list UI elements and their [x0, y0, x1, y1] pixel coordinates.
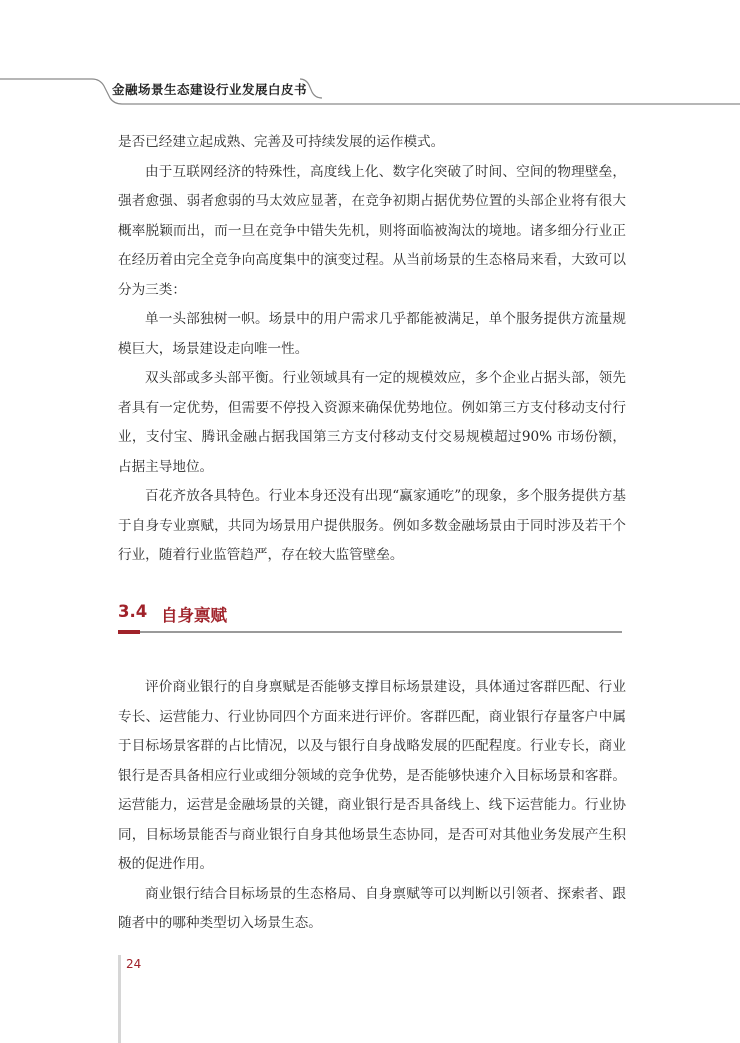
paragraph: 百花齐放各具特色。行业本身还没有出现“赢家通吃”的现象，多个服务提供方基于自身专业禀赋，共同为场景用户提供服务。例如多数金融场景由于同时涉及若干个行业，随着行业监管趋严，存在较大监管壁垒。 [118, 488, 626, 563]
header-band [0, 0, 740, 110]
paragraph: 单一头部独树一帜。场景中的用户需求几乎都能被满足，单个服务提供方流量规模巨大，场景建设走向唯一性。 [118, 311, 626, 357]
paragraph: 双头部或多头部平衡。行业领域具有一定的规模效应，多个企业占据头部，领先者具有一定优势，但需要不停投入资源来确保优势地位。例如第三方支付移动支付行业，支付宝、腾讯金融占据我国第三方支付移动支付交易规模超过90% 市场份额，占据主导地位。 [118, 370, 626, 475]
body-text-bottom [118, 673, 626, 939]
section-number: 3.4 [118, 602, 148, 621]
running-header-title: 金融场景生态建设行业发展白皮书 [112, 82, 308, 97]
paragraph: 由于互联网经济的特殊性，高度线上化、数字化突破了时间、空间的物理壁垒，强者愈强、弱者愈弱的马太效应显著，在竞争初期占据优势位置的头部企业将有很大概率脱颖而出，而一旦在竞争中错失先机，则将面临被淘汰的境地。诸多细分行业正在经历着由完全竞争向高度集中的演变过程。从当前场景的生态格局来看，大致可以分为三类： [118, 163, 626, 298]
page-number: 24 [126, 957, 142, 971]
paragraph-continuation: 是否已经建立起成熟、完善及可持续发展的运作模式。 [118, 134, 445, 150]
section-divider [118, 631, 622, 633]
header-line [0, 79, 740, 104]
paragraph: 评价商业银行的自身禀赋是否能够支撑目标场景建设，具体通过客群匹配、行业专长、运营能力、行业协同四个方面来进行评价。客群匹配，商业银行存量客户中属于目标场景客群的占比情况，以及与银行自身战略发展的匹配程度。行业专长，商业银行是否具备相应行业或细分领域的竞争优势，是否能够快速介入目标场景和客群。运营能力，运营是金融场景的关键，商业银行是否具备线上、线下运营能力。行业协同，目标场景能否与商业银行自身其他场景生态协同，是否可对其他业务发展产生积极的促进作用。 [118, 679, 626, 872]
section-title: 自身禀赋 [161, 606, 227, 625]
section-heading [118, 596, 626, 640]
body-text-top [118, 128, 626, 571]
footer-bar [118, 955, 121, 1043]
paragraph: 商业银行结合目标场景的生态格局、自身禀赋等可以判断以引领者、探索者、跟随者中的哪种类型切入场景生态。 [118, 885, 626, 931]
section-accent-mark [118, 630, 140, 634]
